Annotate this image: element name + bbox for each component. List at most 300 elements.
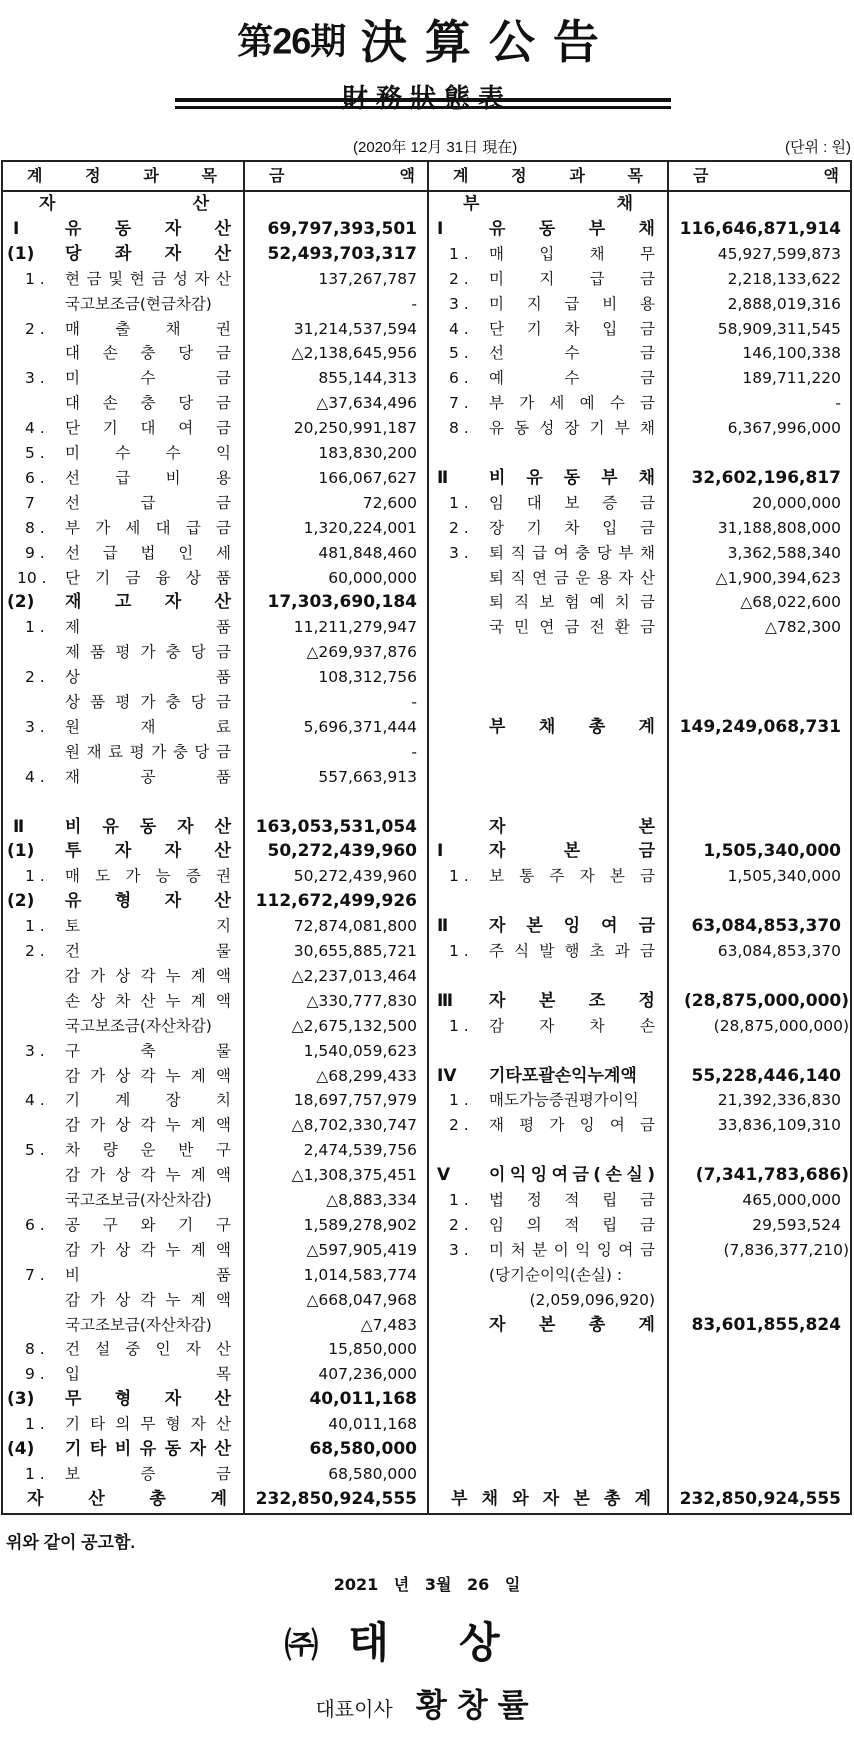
account-name-char: 기 [65, 1415, 80, 1434]
amount-value: 1,589,278,902 [303, 1215, 417, 1234]
amount-value: 32,602,196,817 [691, 467, 841, 488]
account-name-char: 상 [115, 1166, 131, 1185]
account-name-char: 가 [519, 394, 535, 413]
account-name-char: 물 [216, 942, 231, 960]
account-name-char: 출 [115, 319, 131, 338]
corporation-mark: ㈜ [284, 1626, 319, 1666]
account-name-char: 가 [90, 1116, 106, 1135]
account-name-char: 산 [192, 194, 209, 214]
account-name [65, 292, 231, 317]
account-name [65, 590, 231, 615]
table-row [427, 1387, 851, 1412]
account-name-char: 여 [178, 419, 194, 438]
account-name-char: 평 [115, 643, 131, 662]
table-row [427, 590, 851, 615]
table-row [427, 615, 851, 640]
account-name [39, 192, 209, 217]
account-name [65, 242, 231, 267]
account-name-char: 연 [532, 568, 548, 587]
account-name-char: 이 [489, 1165, 506, 1186]
account-name-char: 예 [489, 369, 504, 388]
row-number: 9 . [25, 1365, 45, 1384]
account-name-char: 지 [526, 294, 542, 313]
account-name-char: 산 [215, 269, 231, 288]
account-name [65, 889, 231, 914]
table-row [3, 1313, 427, 1338]
account-name-char: 과 [614, 942, 630, 960]
table-row [427, 441, 851, 466]
account-name-char: 장 [489, 518, 504, 537]
row-number: (2) [7, 592, 35, 613]
account-name-char: 채 [538, 716, 556, 737]
amount-value: 60,000,000 [328, 568, 417, 587]
account-name-char: 상 [115, 966, 131, 985]
account-name-char: 누 [165, 1166, 181, 1185]
account-name-char: 가 [151, 742, 167, 761]
account-name-char: 대 [526, 493, 542, 512]
account-name-char: 산 [214, 1389, 231, 1410]
account-name-char: 차 [65, 1141, 80, 1160]
account-name-char: 자 [164, 592, 182, 613]
account-name [65, 1163, 231, 1188]
account-name-char: 가 [549, 1116, 565, 1135]
table-row [3, 939, 427, 964]
account-name-char: 융 [155, 568, 171, 587]
account-name-char: 손 [102, 344, 118, 363]
account-name-char: 본 [563, 841, 581, 862]
account-name-char: 권 [215, 319, 231, 338]
account-name-char: 금 [640, 369, 655, 388]
account-name-char: 형 [114, 891, 132, 912]
account-name [463, 192, 633, 217]
account-name [65, 1138, 231, 1163]
account-name-char: 료 [108, 742, 124, 761]
account-name [489, 416, 655, 441]
table-row [3, 1337, 427, 1362]
table-row [427, 1163, 851, 1188]
account-name-char: 금 [639, 269, 655, 288]
account-name-char: 재 [65, 592, 82, 613]
account-name-char: 상 [65, 693, 80, 711]
table-row [427, 964, 851, 989]
amount-value: 232,850,924,555 [255, 1488, 417, 1509]
ceo-name: 황창률 [415, 1686, 539, 1724]
account-name-char: 매 [65, 319, 80, 338]
amount-value: 465,000,000 [742, 1191, 841, 1209]
account-name-char: 증 [185, 867, 201, 886]
account-name [65, 541, 231, 566]
table-row [427, 690, 851, 715]
account-name [489, 715, 655, 740]
account-name-char: 자 [489, 990, 506, 1011]
account-name-char: 금 [640, 518, 655, 537]
account-name-char: 금 [215, 643, 231, 662]
account-name-char: 금 [640, 1215, 655, 1234]
header-char: 과 [569, 166, 585, 185]
header-char: 금 [693, 166, 709, 185]
account-name-char: 부 [489, 716, 506, 737]
amount-value: 50,272,439,960 [267, 841, 417, 862]
account-name-char: 자 [542, 1488, 560, 1509]
account-name [65, 1064, 231, 1089]
account-name-char: 잉 [596, 1240, 612, 1259]
account-name-char: 채 [638, 467, 655, 488]
account-name-char: 기 [102, 419, 118, 438]
amount-value: - [411, 693, 417, 711]
account-name-char: 잉 [530, 1165, 548, 1186]
account-name-char: 단 [65, 419, 80, 438]
row-number: 8 . [25, 1340, 45, 1359]
account-name [65, 267, 231, 292]
account-name [489, 292, 655, 317]
account-name-char: 산 [214, 218, 231, 239]
account-name-char: 예 [579, 394, 595, 413]
table-row [427, 416, 851, 441]
table-row [3, 989, 427, 1014]
row-number: 5 . [25, 1141, 45, 1160]
account-name [65, 964, 231, 989]
account-name [65, 1039, 231, 1064]
table-row [3, 1138, 427, 1163]
table-row [3, 366, 427, 391]
account-name-char: 형 [165, 1415, 181, 1434]
account-name-char: 여 [618, 1240, 634, 1259]
amount-value: 15,850,000 [328, 1340, 417, 1359]
amount-value: 116,646,871,914 [679, 218, 841, 239]
account-name-char: 자 [39, 194, 56, 214]
account-name-text: 기타포괄손익누계액 [489, 1065, 637, 1086]
amount-value: 189,711,220 [742, 369, 841, 388]
account-name-char: 현 [129, 269, 145, 288]
total-row [427, 1487, 851, 1512]
row-number: 1 . [449, 942, 469, 960]
statement-title: 財務狀態表 [341, 84, 512, 114]
account-name-char: 금 [553, 568, 569, 587]
account-name-char: 운 [140, 1141, 156, 1160]
table-row [3, 665, 427, 690]
account-name-char: 중 [125, 1340, 141, 1359]
account-name [489, 1014, 655, 1039]
account-name-char: 산 [214, 841, 231, 862]
amount-value: 2,888,019,316 [727, 294, 841, 313]
row-number: 8 . [449, 419, 469, 438]
account-name-char: 자 [194, 269, 210, 288]
account-name [65, 615, 231, 640]
account-name [65, 1113, 231, 1138]
account-name [65, 1288, 231, 1313]
account-name-char: 금 [86, 269, 102, 288]
account-name-char: 증 [602, 493, 618, 512]
account-name-char: 누 [165, 1116, 181, 1135]
account-name-char: 와 [512, 1488, 529, 1509]
row-number: Ⅲ [437, 990, 454, 1011]
table-row [3, 242, 427, 267]
account-name-char: 퇴 [489, 568, 504, 587]
account-name-char: 상 [115, 1116, 131, 1135]
account-name-char: 자 [164, 841, 182, 862]
account-name-char: 미 [65, 444, 80, 462]
amount-value: (7,836,377,210) [723, 1240, 849, 1259]
account-name-char: 수 [140, 369, 156, 388]
account-name-char: 채 [616, 194, 633, 214]
account-name-char: 동 [514, 419, 530, 438]
table-row [3, 1064, 427, 1089]
header-char: 계 [453, 166, 469, 185]
account-name-char: 제 [65, 618, 80, 637]
account-name-char: 총 [149, 1488, 166, 1509]
account-name-char: 산 [639, 568, 655, 587]
row-number: 2 . [25, 668, 45, 687]
account-name-char: 성 [172, 269, 188, 288]
account-name [489, 341, 655, 366]
account-name-char: 금 [638, 916, 655, 937]
row-number: 5 . [449, 344, 469, 363]
table-row [427, 665, 851, 690]
account-name-char: 품 [216, 668, 231, 687]
table-row [427, 541, 851, 566]
amount-value: 50,272,439,960 [293, 867, 417, 886]
amount-value: 31,214,537,594 [293, 319, 417, 338]
account-name-char: 건 [65, 942, 80, 960]
account-name-char: 손 [102, 394, 118, 413]
account-name-char: 금 [640, 1116, 655, 1135]
account-name-char: 재 [86, 742, 102, 761]
amount-value: 63,084,853,370 [691, 916, 841, 937]
row-number: 4 . [25, 1091, 45, 1110]
account-name-char: 제 [65, 643, 80, 662]
account-name-char: 부 [614, 419, 630, 438]
account-name-text: (2,059,096,920) [529, 1290, 655, 1309]
amount-value: 112,672,499,926 [255, 891, 417, 912]
table-row [427, 366, 851, 391]
account-name-char: 본 [638, 816, 655, 837]
account-name-char: 인 [178, 543, 194, 562]
table-row [427, 242, 851, 267]
account-name [489, 1163, 655, 1188]
account-name-char: 액 [215, 1166, 231, 1185]
account-name-char: 자 [489, 841, 506, 862]
account-name [489, 267, 655, 292]
account-name-char: 기 [95, 568, 111, 587]
row-number: 1 . [449, 1091, 469, 1110]
account-name [65, 416, 231, 441]
account-name-char: 상 [115, 1290, 131, 1309]
amount-value: 2,474,539,756 [303, 1141, 417, 1160]
row-number: Ⅱ [437, 467, 449, 488]
account-name-char: 금 [639, 618, 655, 637]
account-name-char: 금 [640, 493, 655, 512]
amount-value: 72,874,081,800 [293, 917, 417, 936]
table-row [3, 541, 427, 566]
account-name-char: 권 [216, 867, 231, 886]
table-row [3, 1362, 427, 1387]
header-char: 금 [269, 166, 285, 185]
account-name-char: 정 [526, 1191, 542, 1209]
table-row [427, 1288, 851, 1313]
amount-value: (28,875,000,000) [683, 990, 849, 1011]
account-name-char: 익 [215, 444, 231, 462]
account-name-char: 적 [564, 1215, 580, 1234]
notice-statement: 위와 같이 공고함. [6, 1533, 136, 1552]
account-name-char: 기 [589, 419, 605, 438]
table-row [3, 341, 427, 366]
table-row [3, 914, 427, 939]
account-name-char: 당 [194, 742, 210, 761]
account-name-char: 각 [140, 1290, 156, 1309]
account-name-char: 인 [155, 1340, 171, 1359]
account-name-char: ) [647, 1165, 655, 1186]
total-row [3, 1487, 427, 1512]
account-name-char: 액 [215, 991, 231, 1010]
account-name-char: ( [593, 1165, 602, 1186]
account-name-char: 세 [549, 394, 565, 413]
row-number: 7 . [449, 394, 469, 413]
account-name-char: 상 [90, 991, 106, 1010]
account-name-char: 원 [65, 742, 80, 761]
account-name-char: 미 [489, 294, 504, 313]
account-name-char: 공 [65, 1215, 80, 1234]
account-name-char: 구 [216, 1215, 231, 1234]
account-name-char: 누 [165, 991, 181, 1010]
account-name-char: 타 [90, 1415, 106, 1434]
amount-value: △269,937,876 [306, 643, 417, 662]
account-name-char: 정 [638, 990, 655, 1011]
account-name-char: 무 [140, 1415, 156, 1434]
account-name-char: 자 [618, 568, 634, 587]
account-name-char: 의 [526, 1215, 542, 1234]
account-name-char: 부 [601, 467, 618, 488]
table-row [3, 765, 427, 790]
account-name-char: 유 [526, 467, 543, 488]
account-name [65, 864, 231, 889]
account-name-char: 수 [115, 444, 131, 462]
table-row [427, 989, 851, 1014]
account-name-char: 총 [588, 716, 606, 737]
amount-value: △68,022,600 [740, 593, 841, 612]
amount-value: 30,655,885,721 [293, 942, 417, 960]
account-name-char: 채 [639, 419, 655, 438]
account-name-char: 장 [165, 1091, 181, 1110]
account-name-char: 예 [589, 593, 605, 612]
account-name-char: 감 [489, 1016, 504, 1035]
amount-value: 52,493,703,317 [267, 243, 417, 264]
amount-value: △1,900,394,623 [715, 568, 841, 587]
table-row [3, 590, 427, 615]
account-name-char: 보 [65, 1464, 80, 1483]
amount-value: 183,830,200 [318, 444, 417, 462]
amount-value: △1,308,375,451 [291, 1166, 417, 1185]
account-name-char: 가 [90, 966, 106, 985]
account-name-char: 급 [532, 543, 548, 562]
account-name [65, 1213, 231, 1238]
account-name [65, 1014, 231, 1039]
account-name-char: 지 [539, 269, 555, 288]
account-name-char: 와 [140, 1215, 156, 1234]
account-name-char: 퇴 [489, 543, 504, 562]
account-name-char: 선 [489, 344, 504, 363]
table-row [427, 640, 851, 665]
account-name [65, 815, 231, 840]
amount-value: △8,702,330,747 [291, 1116, 417, 1135]
account-name [489, 615, 655, 640]
row-number: 6 . [25, 468, 45, 487]
table-row [3, 1163, 427, 1188]
amount-value: 55,228,446,140 [691, 1065, 841, 1086]
account-name-char: 발 [539, 942, 555, 960]
header-char: 정 [85, 166, 101, 185]
account-name [489, 815, 655, 840]
account-name [489, 914, 655, 939]
table-row [3, 1213, 427, 1238]
account-name-char: 및 [108, 269, 124, 288]
row-number: 1 . [25, 269, 45, 288]
account-name-char: 현 [65, 269, 80, 288]
account-name-char: 임 [489, 493, 504, 512]
account-name [489, 566, 655, 591]
account-name-char: 대 [65, 344, 80, 363]
account-name-char: 기 [526, 518, 542, 537]
account-name-char: 충 [575, 543, 591, 562]
account-name-char: 구 [102, 1215, 118, 1234]
account-name [65, 466, 231, 491]
table-row [427, 889, 851, 914]
account-name-char: 유 [65, 218, 82, 239]
account-name-char: 비 [165, 468, 181, 487]
account-name-char: 감 [65, 966, 80, 985]
account-name-char: 여 [609, 1116, 625, 1135]
account-name-char: 차 [564, 518, 580, 537]
account-name-char: 좌 [114, 243, 132, 264]
ceo-role: 대표이사 [315, 1699, 393, 1721]
account-name-char: 부 [463, 194, 480, 214]
account-name-char: 량 [102, 1141, 118, 1160]
row-number: Ⅱ [437, 916, 449, 937]
amount-value: 72,600 [362, 493, 417, 512]
account-name-char: 익 [509, 1165, 527, 1186]
account-name-char: 재 [140, 717, 156, 736]
account-name-char: 전 [589, 618, 605, 637]
account-name-char: 적 [564, 1191, 580, 1209]
table-row [3, 1412, 427, 1437]
account-name-char: 금 [640, 344, 655, 363]
account-name-char: 민 [514, 618, 530, 637]
amount-value: 63,084,853,370 [717, 942, 841, 960]
account-name-char: 여 [551, 1165, 569, 1186]
row-number: 4 . [449, 319, 469, 338]
account-name [489, 242, 655, 267]
row-number: 3 . [25, 717, 45, 736]
account-name-char: 충 [165, 693, 181, 711]
account-name-char: 의 [115, 1415, 131, 1434]
row-number: 7 [25, 493, 35, 512]
account-name [489, 1088, 655, 1113]
account-name-char: 가 [140, 643, 156, 662]
account-name-char: 본 [526, 916, 543, 937]
account-name [65, 1362, 231, 1387]
account-name-char: 치 [614, 593, 630, 612]
account-name-text: 국고보조금(자산차감) [65, 1016, 212, 1035]
account-name-char: 본 [538, 990, 556, 1011]
row-number: 2 . [25, 942, 45, 960]
account-name-char: 용 [640, 294, 655, 313]
account-name-char: 가 [90, 1166, 106, 1185]
row-number: Ⅱ [13, 816, 25, 837]
account-name-char: 누 [165, 1066, 181, 1085]
account-name-char: 계 [190, 1290, 206, 1309]
amount-value: △2,675,132,500 [291, 1016, 417, 1035]
account-name [65, 441, 231, 466]
currency-unit: (단위 : 원) [785, 139, 851, 156]
